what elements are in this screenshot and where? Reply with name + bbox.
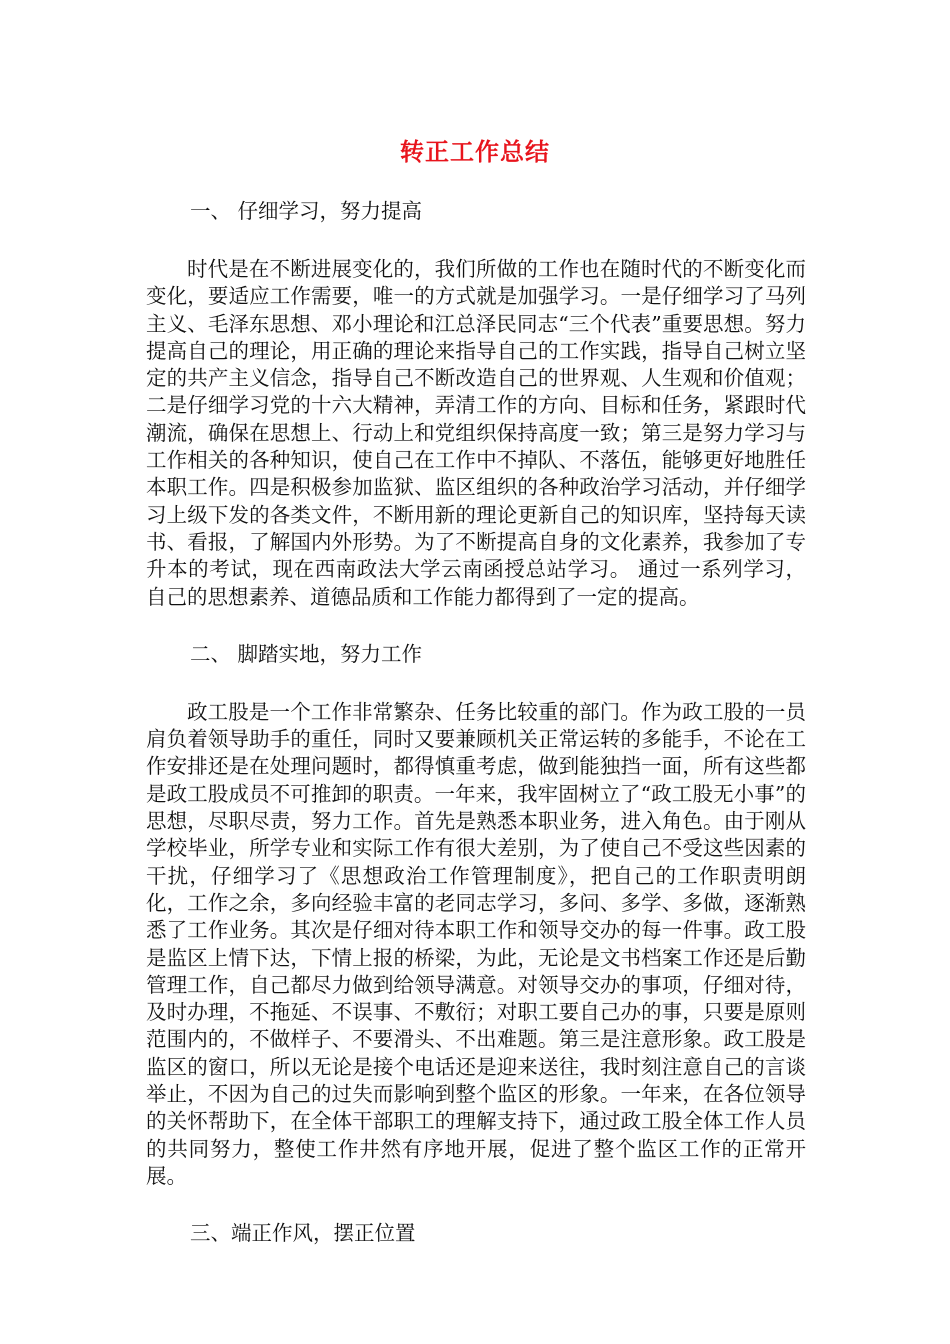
section-heading-2: 二、 脚踏实地，努力工作 (190, 641, 423, 666)
spacer (146, 1190, 806, 1218)
spacer (146, 611, 806, 639)
section-heading-1: 一、 仔细学习，努力提高 (190, 199, 423, 223)
section-paragraph-2: 政工股是一个工作非常繁杂、任务比较重的部门。作为政工股的一员肩负着领导助手的重任，同时又要兼顾机关正常运转的多能手，不论在工作安排还是在处理问题时，都得慎重考虑，做到能独挡一面，所有这些都是政工股成员不可推卸的职责。一年来，我牢固树立了“政工股无小事”的思想，尽职尽责，努力工作。首先是熟悉本职业务，进入角色。由于刚从学校毕业，所学专业和实际工作有很大差别，为了使自己不受这些因素的干扰，仔细学习了《思想政治工作管理制度》，把自己的工作职责明朗化，工作之余，多向经验丰富的老同志学习，多问、多学、多做，逐渐熟悉了工作业务。其次是仔细对待本职工作和领导交办的每一件事。政工股是监区上情下达，下情上报的桥梁，为此，无论是文书档案工作还是后勤管理工作，自己都尽力做到给领导满意。对领导交办的事项，仔细对待，及时办理，不拖延、不误事、不敷衍；对职工要自己办的事，只要是原则范围内的，不做样子、不要滑头、不出难题。第三是注意形象。政工股是监区的窗口，所以无论是接个电话还是迎来送往，我时刻注意自己的言谈举止，不因为自己的过失而影响到整个监区的形象。一年来，在各位领导的关怀帮助下，在全体干部职工的理解支持下，通过政工股全体工作人员的共同努力，整使工作井然有序地开展，促进了整个监区工作的正常开展。 (146, 699, 806, 1188)
document-body (146, 196, 806, 1248)
document-title: 转正工作总结 (400, 138, 550, 166)
section-paragraph-1: 时代是在不断进展变化的，我们所做的工作也在随时代的不断变化而变化，要适应工作需要，唯一的方式就是加强学习。一是仔细学习了马列主义、毛泽东思想、邓小理论和江总泽民同志“三个代表”重要思想。努力提高自己的理论，用正确的理论来指导自己的工作实践，指导自己树立坚定的共产主义信念，指导自己不断改造自己的世界观、人生观和价值观；二是仔细学习党的十六大精神，弄清工作的方向、目标和任务，紧跟时代潮流，确保在思想上、行动上和党组织保持高度一致；第三是努力学习与工作相关的各种知识，使自己在工作中不掉队、不落伍，能够更好地胜任本职工作。四是积极参加监狱、监区组织的各种政治学习活动，并仔细学习上级下发的各类文件，不断用新的理论更新自己的知识库，坚持每天读书、看报，了解国内外形势。为了不断提高自身的文化素养，我参加了专升本的考试，现在西南政法大学云南函授总站学习。 通过一系列学习，自己的思想素养、道德品质和工作能力都得到了一定的提高。 (146, 257, 806, 609)
spacer (146, 669, 806, 699)
spacer (146, 226, 806, 256)
section-heading-3: 三、端正作风，摆正位置 (190, 1221, 416, 1246)
